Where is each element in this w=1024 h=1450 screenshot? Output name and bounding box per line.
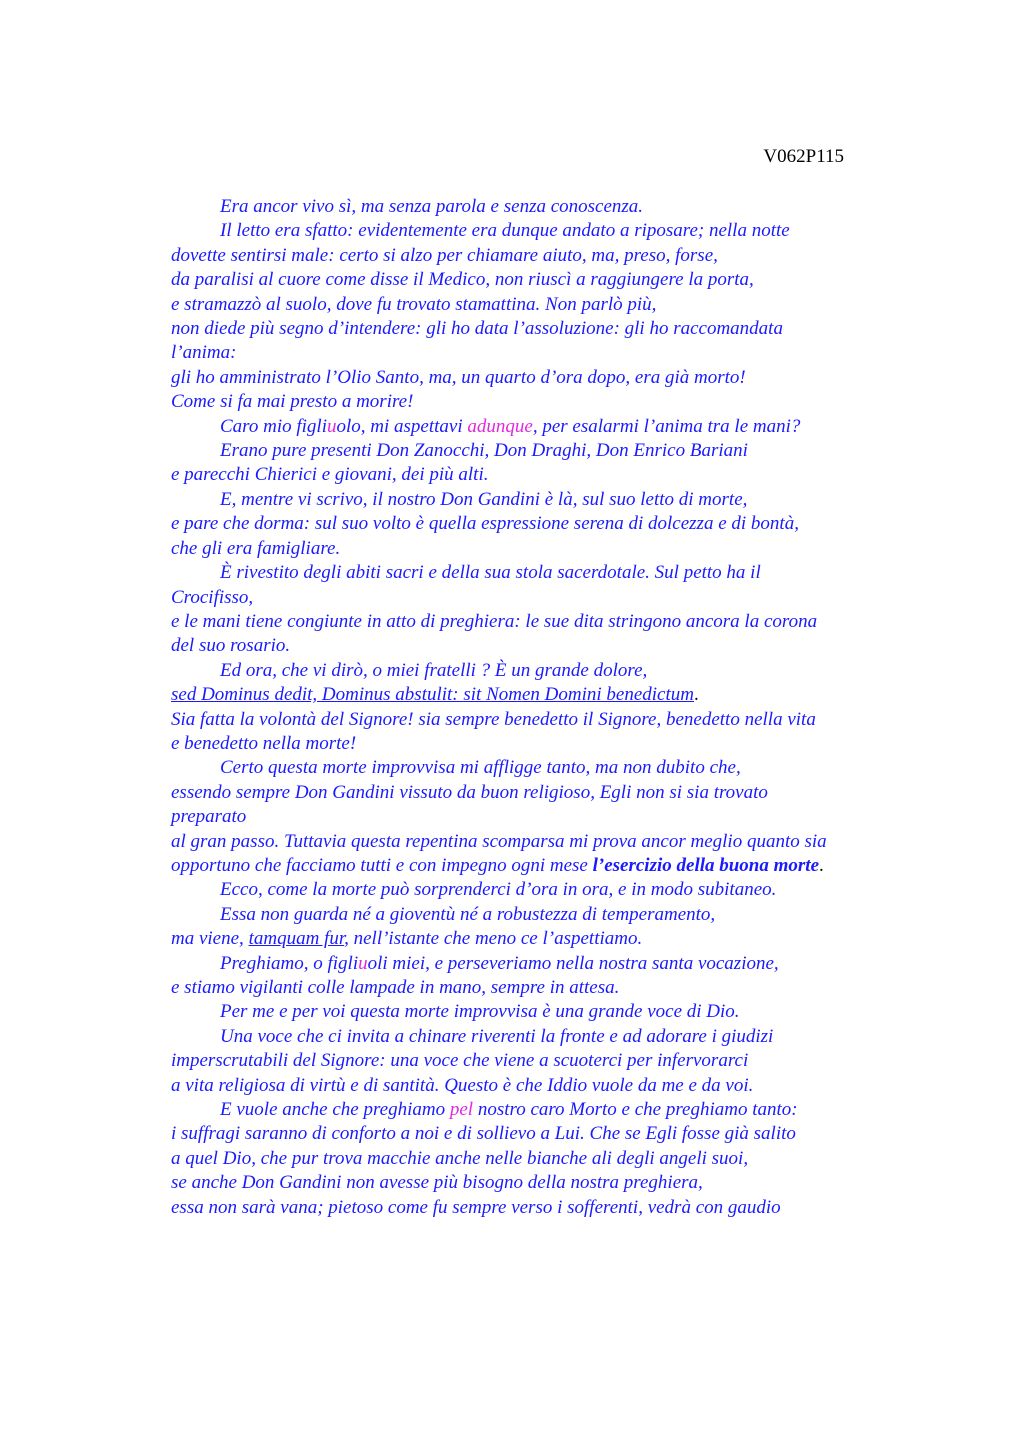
text-segment: che gli era famigliare. (171, 537, 341, 559)
text-line (171, 610, 911, 634)
highlighted-text: u (358, 952, 368, 974)
text-line (171, 537, 911, 561)
bold-text: l’esercizio della buona morte (592, 854, 820, 876)
text-line (171, 195, 911, 219)
text-segment: Una voce che ci invita a chinare riverenti la fronte e ad adorare i giudizi (220, 1025, 774, 1047)
text-segment: Ecco, come la morte può sorprenderci d’ora in ora, e in modo subitaneo. (220, 879, 777, 901)
text-line (171, 659, 911, 683)
highlighted-text: u (326, 415, 337, 437)
text-segment: gli ho amministrato l’Olio Santo, ma, un quarto d’ora dopo, era già morto! (171, 366, 746, 388)
text-line (171, 903, 911, 927)
text-line (171, 488, 911, 512)
text-segment: Il letto era sfatto: evidentemente era dunque andato a riposare; nella notte (220, 220, 790, 242)
text-segment: Essa non guarda né a gioventù né a robustezza di temperamento, (220, 903, 716, 925)
text-line (171, 1122, 911, 1146)
text-line (171, 634, 911, 658)
text-segment: e stramazzò al suolo, dove fu trovato stamattina. Non parlò più, (171, 293, 657, 315)
text-line (171, 708, 911, 732)
text-segment: e pare che dorma: sul suo volto è quella espressione serena di dolcezza e di bontà, (171, 513, 799, 535)
underlined-text: tamquam fur (248, 928, 345, 950)
text-segment: Erano pure presenti Don Zanocchi, Don Draghi, Don Enrico Bariani (220, 440, 748, 462)
page-reference: V062P115 (763, 146, 844, 167)
text-segment: e le mani tiene congiunte in atto di preghiera: le sue dita stringono ancora la corona (171, 610, 818, 632)
text-segment: a quel Dio, che pur trova macchie anche nelle bianche ali degli angeli suoi, (171, 1147, 749, 1169)
text-segment: Preghiamo, o figli (220, 952, 359, 974)
text-line (171, 268, 911, 292)
text-line (171, 1196, 911, 1220)
text-line (171, 463, 911, 487)
text-line (171, 512, 911, 536)
text-segment: ma viene, (171, 928, 249, 950)
text-line (171, 561, 911, 585)
text-line (171, 219, 911, 243)
text-segment: È rivestito degli abiti sacri e della sua stola sacerdotale. Sul petto ha il (220, 562, 761, 584)
underlined-text: sed Dominus dedit, Dominus abstulit: sit Nomen Domini benedictum (171, 684, 694, 706)
text-segment: Come si fa mai presto a morire! (171, 391, 414, 413)
text-line (171, 805, 911, 829)
text-segment: Caro mio figli (220, 415, 327, 437)
text-line (171, 317, 911, 341)
highlighted-text: pel (449, 1099, 474, 1121)
text-segment: nostro caro Morto e che preghiamo tanto: (473, 1099, 798, 1121)
text-segment: Crocifisso, (171, 586, 254, 608)
text-segment: Sia fatta la volontà del Signore! sia sempre benedetto il Signore, benedetto nella vita (171, 708, 816, 730)
text-segment: Ed ora, che vi dirò, o miei fratelli ? È un grande dolore, (220, 659, 648, 681)
text-line (171, 781, 911, 805)
text-segment: Per me e per voi questa morte improvvisa è una grande voce di Dio. (220, 1001, 740, 1023)
text-line (171, 830, 911, 854)
text-line (171, 293, 911, 317)
text-segment: Era ancor vivo sì, ma senza parola e senza conoscenza. (220, 196, 644, 217)
text-line (171, 1000, 911, 1024)
text-segment: oli miei, e perseveriamo nella nostra santa vocazione, (367, 952, 779, 974)
text-segment: a vita religiosa di virtù e di santità. Questo è che Iddio vuole da me e da voi. (171, 1074, 754, 1096)
text-segment: opportuno che facciamo tutti e con impegno ogni mese (171, 854, 593, 876)
text-segment: i suffragi saranno di conforto a noi e di sollievo a Lui. Che se Egli fosse già salito (171, 1123, 796, 1145)
text-line (171, 341, 911, 365)
text-segment: non diede più segno d’intendere: gli ho data l’assoluzione: gli ho raccomandata (171, 318, 783, 340)
text-segment: , per esalarmi l’anima tra le mani? (532, 415, 801, 437)
text-line (171, 244, 911, 268)
text-segment: , nell’istante che meno ce l’aspettiamo. (344, 928, 643, 950)
text-segment: e stiamo vigilanti colle lampade in mano, sempre in attesa. (171, 977, 620, 998)
text-segment: . (694, 684, 699, 706)
text-line (171, 927, 911, 951)
text-line (171, 1171, 911, 1195)
text-segment: . (819, 854, 824, 876)
text-segment: E, mentre vi scrivo, il nostro Don Gandini è là, sul suo letto di morte, (220, 488, 748, 510)
text-segment: E vuole anche che preghiamo (220, 1099, 450, 1121)
text-segment: preparato (171, 806, 247, 828)
text-line (171, 1074, 911, 1098)
text-line (171, 366, 911, 390)
text-segment: dovette sentirsi male: certo si alzo per chiamare aiuto, ma, preso, forse, (171, 244, 718, 266)
text-segment: essendo sempre Don Gandini vissuto da buon religioso, Egli non si sia trovato (171, 781, 768, 803)
text-line (171, 439, 911, 463)
text-line (171, 952, 911, 976)
text-segment: da paralisi al cuore come disse il Medico, non riuscì a raggiungere la porta, (171, 269, 754, 291)
text-line (171, 586, 911, 610)
text-line (171, 878, 911, 902)
text-line (171, 1147, 911, 1171)
text-segment: e parecchi Chierici e giovani, dei più alti. (171, 464, 489, 486)
text-line (171, 1025, 911, 1049)
text-segment: olo, mi aspettavi (336, 415, 468, 437)
text-segment: essa non sarà vana; pietoso come fu sempre verso i sofferenti, vedrà con gaudio (171, 1196, 781, 1218)
text-segment: e benedetto nella morte! (171, 732, 357, 754)
text-segment: se anche Don Gandini non avesse più bisogno della nostra preghiera, (171, 1172, 703, 1194)
text-line (171, 1098, 911, 1122)
text-line (171, 683, 911, 707)
text-segment: Certo questa morte improvvisa mi affligge tanto, ma non dubito che, (220, 757, 741, 779)
text-line (171, 732, 911, 756)
text-line (171, 1049, 911, 1073)
text-segment: del suo rosario. (171, 635, 291, 657)
text-line (171, 415, 911, 439)
text-line (171, 390, 911, 414)
text-line (171, 976, 911, 1000)
highlighted-text: adunque (467, 415, 533, 437)
text-segment: l’anima: (171, 342, 237, 364)
text-line (171, 756, 911, 780)
text-line (171, 854, 911, 878)
letter-body (171, 195, 911, 1220)
text-segment: imperscrutabili del Signore: una voce che viene a scuoterci per infervorarci (171, 1050, 749, 1072)
text-segment: al gran passo. Tuttavia questa repentina scomparsa mi prova ancor meglio quanto sia (171, 830, 827, 852)
